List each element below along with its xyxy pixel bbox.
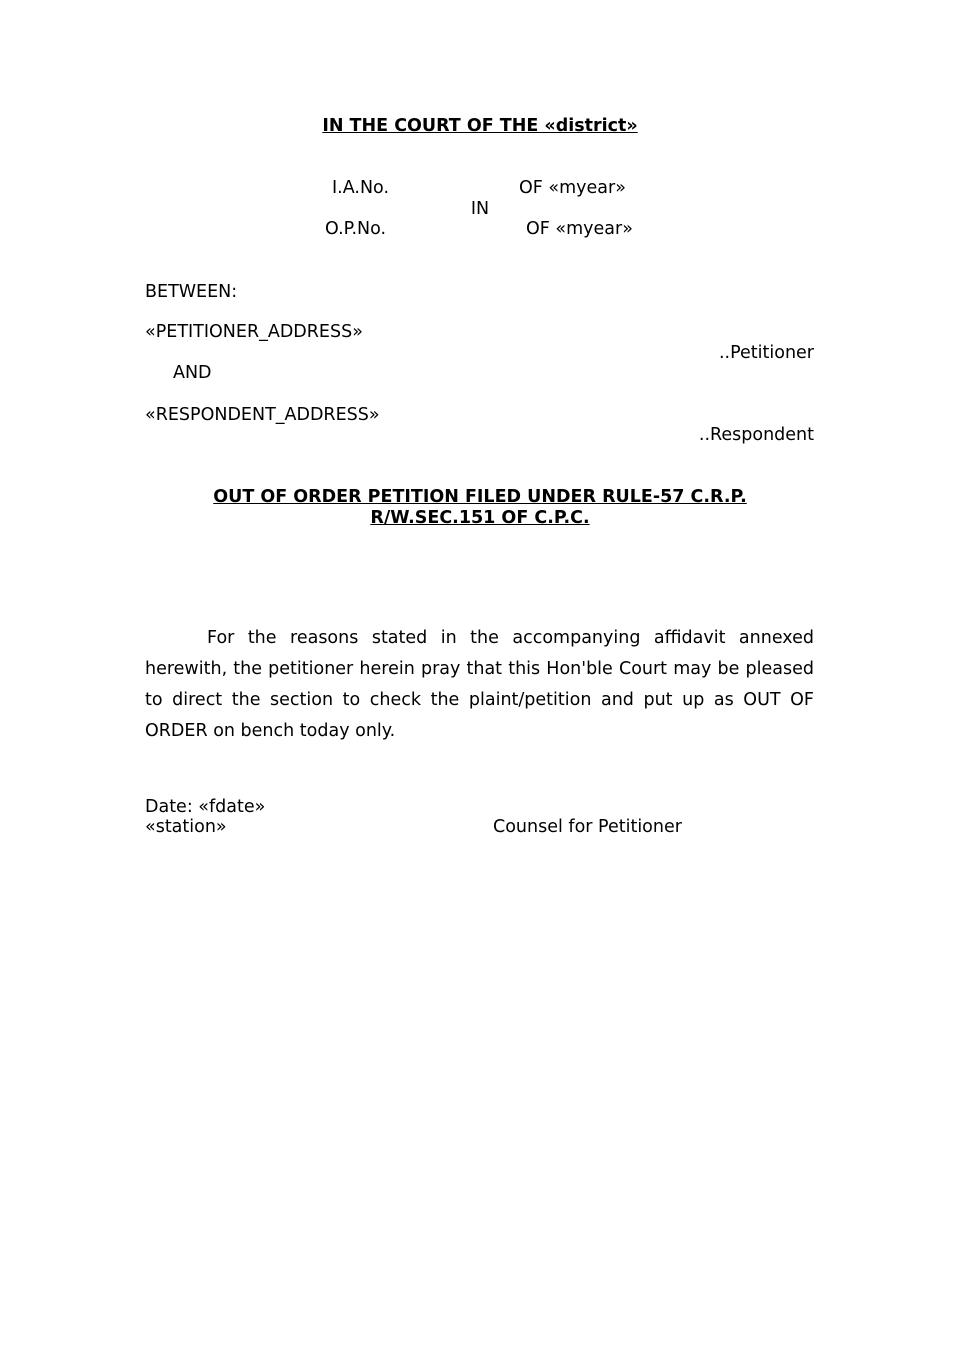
and-connector: AND [173,363,212,383]
petition-title [0,487,960,529]
petition-title-line1: OUT OF ORDER PETITION FILED UNDER RULE-57 C.R.P. [213,487,747,507]
between-label: BETWEEN: [145,282,238,302]
petition-title-line2: R/W.SEC.151 OF C.P.C. [370,508,590,528]
petition-body: For the reasons stated in the accompanying affidavit annexed herewith, the petitioner herein pray that this Hon'ble Court may be pleased to direct the section to check the plaint/petition and put up as OUT OF ORDER on bench today only. [145,627,814,741]
op-year: OF «myear» [526,219,633,239]
ia-year: OF «myear» [519,178,626,198]
op-number-label: O.P.No. [325,219,387,239]
station-line: «station» [145,817,227,837]
counsel-signature: Counsel for Petitioner [493,817,682,837]
date-line: Date: «fdate» [145,797,266,817]
respondent-tag: ..Respondent [698,425,814,445]
petitioner-tag: ..Petitioner [718,343,814,363]
ia-number-label: I.A.No. [332,178,390,198]
petitioner-address: «PETITIONER_ADDRESS» [145,322,363,342]
respondent-address: «RESPONDENT_ADDRESS» [145,405,380,425]
court-title: IN THE COURT OF THE «district» [322,116,638,136]
in-connector: IN [470,199,490,219]
